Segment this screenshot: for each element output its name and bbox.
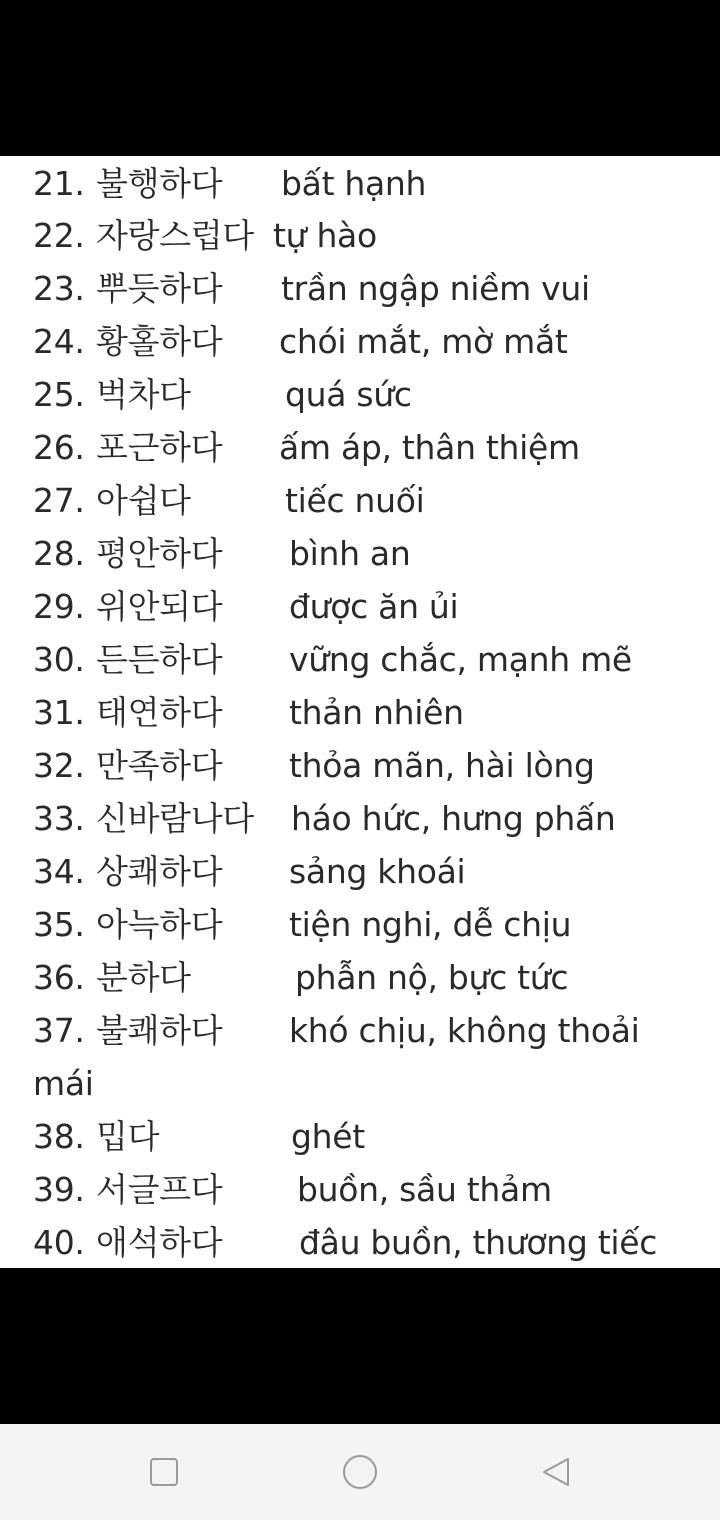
vocab-number: 40. [33,1223,85,1262]
home-button[interactable] [336,1448,384,1496]
vocab-korean: 아쉽다 [96,481,191,520]
vocab-korean: 태연하다 [96,693,223,732]
vocab-row [0,844,720,896]
vocab-row [0,1003,720,1055]
vocab-row [0,632,720,684]
vocab-row [0,950,720,1002]
vocab-row [0,1215,720,1267]
vocab-meaning: tự hào [273,216,377,255]
vocab-meaning: quá sức [285,375,412,414]
vocab-meaning: khó chịu, không thoải [289,1011,640,1050]
vocab-korean: 뿌듯하다 [96,269,223,308]
vocab-row [0,579,720,631]
vocab-row [0,473,720,525]
vocab-korean: 아늑하다 [96,905,223,944]
vocab-korean: 만족하다 [96,746,223,785]
vocab-korean: 서글프다 [96,1170,223,1209]
vocab-korean: 신바람나다 [96,799,254,838]
vocab-korean: 불행하다 [96,164,223,203]
vocab-row [0,367,720,419]
vocab-row [0,156,720,208]
bottom-black-area [0,1268,720,1424]
vocab-meaning: vững chắc, mạnh mẽ [289,640,632,679]
vocab-meaning: buồn, sầu thảm [297,1170,552,1209]
triangle-back-icon [539,1455,573,1489]
vocab-row [0,261,720,313]
vocab-number: 31. [33,693,85,732]
vocab-number: 39. [33,1170,85,1209]
vocab-meaning: phẫn nộ, bực tức [295,958,569,997]
vocab-number: 24. [33,322,85,361]
wrapped-meaning-continuation: mái [33,1064,94,1103]
vocab-number: 34. [33,852,85,891]
square-icon [149,1457,179,1487]
vocab-number: 21. [33,164,85,203]
vocab-korean: 자랑스럽다 [96,216,254,255]
vocab-korean: 포근하다 [96,428,223,467]
top-black-area [0,0,720,156]
recent-apps-button[interactable] [140,1448,188,1496]
vocab-meaning: bình an [289,534,411,573]
vocab-number: 30. [33,640,85,679]
vocab-row [0,738,720,790]
vocab-meaning: thản nhiên [289,693,464,732]
vocab-number: 23. [33,269,85,308]
vocab-row [0,314,720,366]
vocab-row [0,791,720,843]
vocab-row [0,685,720,737]
vocab-row [0,897,720,949]
vocab-korean: 벅차다 [96,375,191,414]
vocab-number: 26. [33,428,85,467]
vocab-meaning: trần ngập niềm vui [281,269,590,308]
vocab-korean: 위안되다 [96,587,223,626]
vocab-korean: 황홀하다 [96,322,223,361]
vocab-number: 38. [33,1117,85,1156]
wrapped-line [0,1056,720,1108]
vocab-korean: 밉다 [96,1117,160,1156]
vocab-row [0,208,720,260]
vocab-number: 37. [33,1011,85,1050]
vocab-meaning: tiếc nuối [285,481,425,520]
vocab-number: 36. [33,958,85,997]
vocab-number: 35. [33,905,85,944]
vocab-korean: 불쾌하다 [96,1011,223,1050]
vocab-meaning: chói mắt, mờ mắt [279,322,568,361]
vocab-meaning: đâu buồn, thương tiếc [299,1223,658,1262]
image-content [0,156,720,1268]
vocab-korean: 든든하다 [96,640,223,679]
vocab-number: 29. [33,587,85,626]
vocab-meaning: tiện nghi, dễ chịu [289,905,572,944]
vocab-meaning: bất hạnh [281,164,427,203]
vocab-meaning: thỏa mãn, hài lòng [289,746,595,785]
vocab-number: 32. [33,746,85,785]
back-button[interactable] [532,1448,580,1496]
vocab-row [0,526,720,578]
vocab-korean: 평안하다 [96,534,223,573]
vocab-korean: 분하다 [96,958,191,997]
vocab-number: 28. [33,534,85,573]
vocab-number: 22. [33,216,85,255]
vocab-meaning: ghét [291,1117,365,1156]
vocab-row [0,1162,720,1214]
vocab-korean: 상쾌하다 [96,852,223,891]
system-navigation-bar [0,1424,720,1520]
vocab-meaning: háo hức, hưng phấn [291,799,616,838]
vocab-number: 25. [33,375,85,414]
circle-icon [341,1453,379,1491]
vocab-korean: 애석하다 [96,1223,223,1262]
vocab-meaning: ấm áp, thân thiệm [279,428,580,467]
vocab-number: 33. [33,799,85,838]
vocab-row [0,1109,720,1161]
vocab-number: 27. [33,481,85,520]
vocab-meaning: được ăn ủi [289,587,459,626]
vocab-meaning: sảng khoái [289,852,466,891]
vocab-row [0,420,720,472]
